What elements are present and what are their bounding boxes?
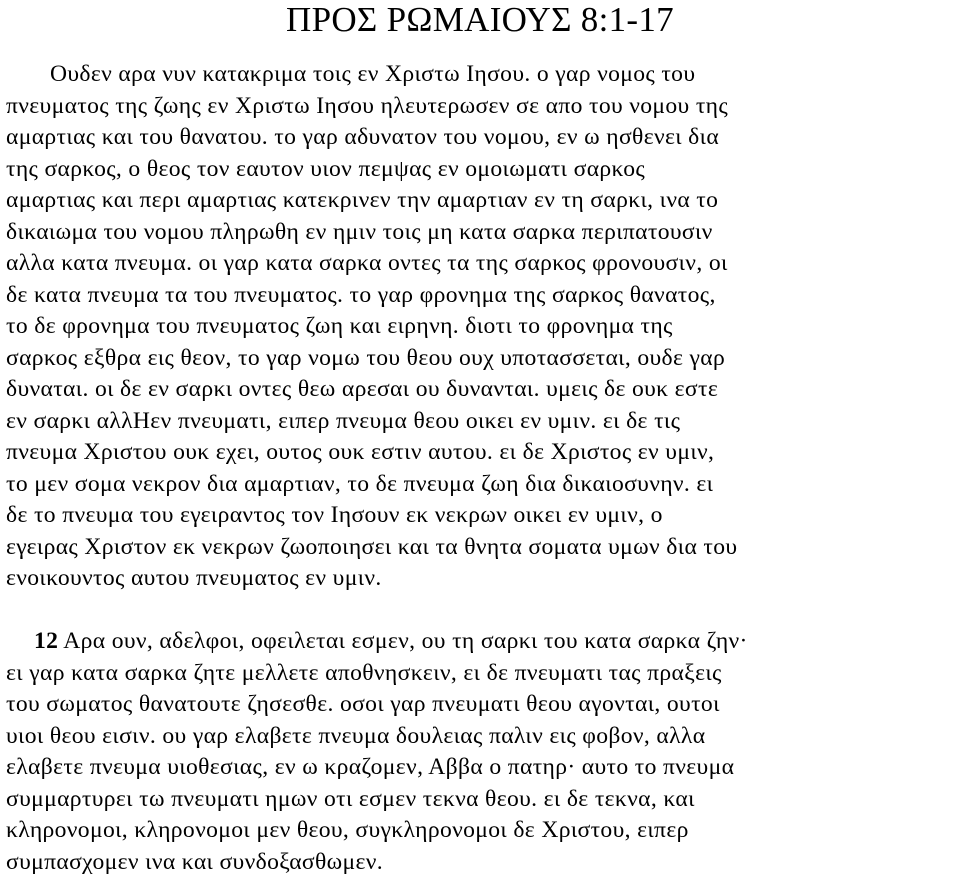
text-line: το δε φρονημα του πνευματος ζωη και ειρηνη. διοτι το φρονημα της bbox=[6, 313, 673, 339]
text-line: αμαρτιας και περι αμαρτιας κατεκρινεν την αμαρτιαν εν τη σαρκι, ινα το bbox=[6, 187, 719, 213]
text-line: υιοι θεου εισιν. ου γαρ ελαβετε πνευμα δουλειας παλιν εις φοβον, αλλα bbox=[6, 722, 706, 749]
text-line: συμμαρτυρει τω πνευματι ημων οτι εσμεν τεκνα θεου. ει δε τεκνα, και bbox=[6, 785, 695, 812]
text-line: του σωματος θανατουτε ζησεσθε. οσοι γαρ πνευματι θεου αγονται, ουτοι bbox=[6, 691, 720, 717]
text-line: πνευματος της ζωης εν Χριστω Ιησου ηλευτερωσεν σε απο του νομου της bbox=[6, 92, 729, 119]
page-title: ΠΡΟΣ ΡΩΜΑΙΟΥΣ 8:1-17 bbox=[286, 0, 674, 39]
verse-text: Αρα ουν, αδελφοι, οφειλεται εσμεν, ου τη σαρκι του κατα σαρκα ζην· bbox=[58, 628, 748, 654]
text-line: εν σαρκι αλλΗεν πνευματι, ειπερ πνευμα θεου οικει εν υμιν. ει δε τις bbox=[6, 407, 681, 434]
text-line: κληρονομοι, κληρονομοι μεν θεου, συγκληρονομοι δε Χριστου, ειπερ bbox=[6, 817, 689, 843]
text-line: το μεν σομα νεκρον δια αμαρτιαν, το δε πνευμα ζωη δια δικαιοσυνην. ει bbox=[6, 470, 714, 497]
text-line: σαρκος εξθρα εις θεον, το γαρ νομω του θεου ουχ υποτασσεται, ουδε γαρ bbox=[6, 344, 726, 371]
paragraph-verses-12-17 bbox=[6, 626, 960, 878]
text-line: αλλα κατα πνευμα. οι γαρ κατα σαρκα οντες τα της σαρκος φρονουσιν, οι bbox=[6, 250, 728, 276]
text-line: δικαιωμα του νομου πληρωθη εν ημιν τοις μη κατα σαρκα περιπατουσιν bbox=[6, 218, 713, 245]
text-line: δε το πνευμα του εγειραντος τον Ιησουν εκ νεκρων οικει εν υμιν, ο bbox=[6, 502, 663, 528]
text-line: δε κατα πνευμα τα του πνευματος. το γαρ φρονημα της σαρκος θανατος, bbox=[6, 281, 716, 308]
text-line: εγειρας Χριστον εκ νεκρων ζωοποιησει και τα θνητα σοματα υμων δια του bbox=[6, 533, 738, 560]
verse-number: 12 bbox=[34, 628, 59, 654]
text-line: συμπασχομεν ινα και συνδοξασθωμεν. bbox=[6, 848, 384, 875]
text-line: ενοικουντος αυτου πνευματος εν υμιν. bbox=[6, 565, 382, 591]
text-line-first bbox=[6, 626, 960, 658]
text-line: αμαρτιας και του θανατου. το γαρ αδυνατον του νομου, εν ω ησθενει δια bbox=[6, 124, 720, 150]
text-line: ει γαρ κατα σαρκα ζητε μελλετε αποθνησκειν, ει δε πνευματι τας πραξεις bbox=[6, 659, 722, 686]
text-line: δυναται. οι δε εν σαρκι οντες θεω αρεσαι ου δυνανται. υμεις δε ουκ εστε bbox=[6, 376, 719, 402]
text-line: ελαβετε πνευμα υιοθεσιας, εν ω κραζομεν, Αββα ο πατηρ· αυτο το πνευμα bbox=[6, 754, 735, 780]
text-line: της σαρκος, ο θεος τον εαυτον υιον πεμψας εν ομοιωματι σαρκος bbox=[6, 155, 646, 182]
text-line: πνευμα Χριστου ουκ εχει, ουτος ουκ εστιν αυτου. ει δε Χριστος εν υμιν, bbox=[6, 439, 715, 465]
paragraph-verses-1-11 bbox=[6, 59, 960, 595]
text-line: Ουδεν αρα νυν κατακριμα τοις εν Χριστω Ιησου. ο γαρ νομος του bbox=[50, 61, 696, 87]
